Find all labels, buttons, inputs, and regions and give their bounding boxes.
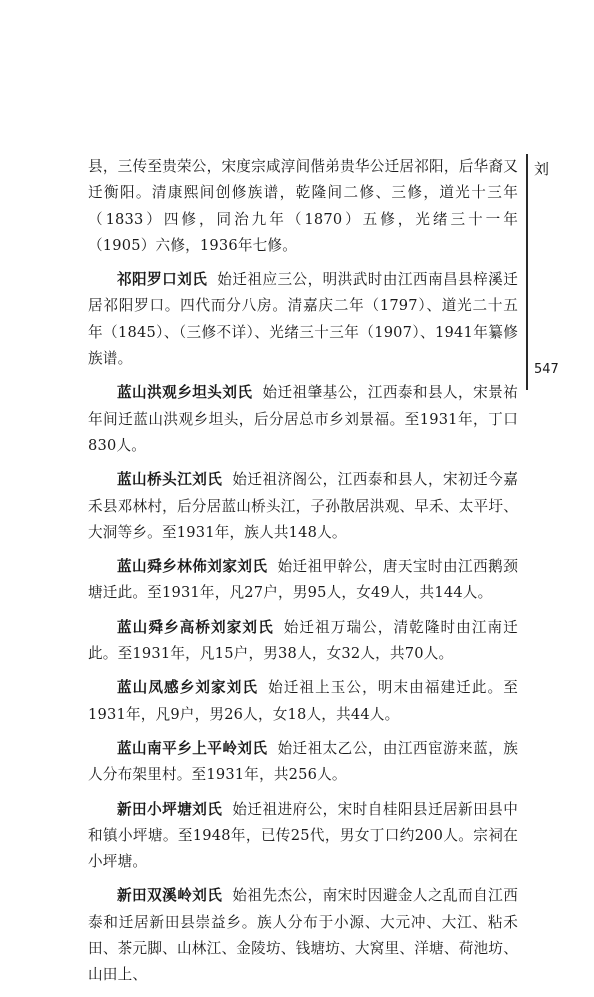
clan-name: 蓝山南平乡上平岭刘氏	[117, 739, 268, 757]
clan-name: 蓝山舜乡林佈刘家刘氏	[117, 558, 268, 576]
clan-name: 祁阳罗口刘氏	[117, 271, 208, 289]
paragraph-text: 始迁祖太乙公，由江西宦游来蓝，族人分布架里村。至1931年，共256人。	[88, 739, 518, 784]
clan-name: 新田小坪塘刘氏	[117, 800, 223, 818]
paragraph-text: 始迁祖进府公，宋时自桂阳县迁居新田县中和镇小坪塘。至1948年，已传25代，男女丁口约200人。宗祠在小坪塘。	[88, 800, 518, 871]
paragraph-text: 县，三传至贵荣公，宋度宗咸淳间偕弟贵华公迁居祁阳，后华裔又迁衡阳。清康熙间创修族谱，乾隆间二修、三修，道光十三年（1833）四修，同治九年（1870）五修，光绪三十一年（1905）六修，1936年七修。	[88, 158, 518, 254]
paragraph-text: 始迁祖甲幹公，唐天宝时由江西鹅颈塘迁此。至1931年，凡27户，男95人，女49人，共144人。	[88, 558, 518, 602]
body-text	[88, 154, 518, 997]
clan-name: 蓝山凤感乡刘家刘氏	[117, 679, 259, 697]
paragraph-text: 始祖先杰公，南宋时因避金人之乱而自江西泰和迁居新田县崇益乡。族人分布于小源、大元冲、大江、粘禾田、茶元脚、山林江、金陵坊、钱塘坊、大窝里、洋塘、荷池坊、山田上、	[88, 887, 518, 984]
clan-name: 蓝山洪观乡坦头刘氏	[117, 384, 253, 402]
margin-rule	[526, 154, 528, 390]
clan-name: 新田双溪岭刘氏	[117, 887, 223, 905]
paragraph	[88, 883, 518, 988]
paragraph	[88, 154, 518, 259]
paragraph-text: 始迁祖济阁公，江西泰和县人，宋初迁今嘉禾县邓林村，后分居蓝山桥头江，子孙散居洪观、早禾、太平圩、大洞等乡。至1931年，族人共148人。	[88, 471, 518, 541]
paragraph-text: 始迁祖上玉公，明末由福建迁此。至1931年，凡9户，男26人，女18人，共44人。	[88, 679, 518, 723]
paragraph	[88, 267, 518, 372]
paragraph-text: 始迁祖万瑞公，清乾隆时由江南迁此。至1931年，凡15户，男38人，女32人，共70人。	[88, 618, 518, 663]
clan-name: 蓝山舜乡高桥刘家刘氏	[117, 618, 274, 636]
paragraph	[88, 380, 518, 459]
page-number: 547	[534, 362, 559, 377]
paragraph	[88, 675, 518, 728]
paragraph	[88, 467, 518, 546]
clan-name: 蓝山桥头江刘氏	[117, 471, 223, 489]
paragraph	[88, 554, 518, 607]
paragraph	[88, 736, 518, 789]
paragraph	[88, 615, 518, 668]
running-header-surname: 刘	[534, 160, 550, 178]
paragraph-text: 始迁祖肇基公，江西泰和县人，宋景祐年间迁蓝山洪观乡坦头，后分居总市乡刘景福。至1931年，丁口830人。	[88, 384, 518, 454]
paragraph-text: 始迁祖应三公，明洪武时由江西南昌县梓溪迁居祁阳罗口。四代而分八房。清嘉庆二年（1797）、道光二十五年（1845）、（三修不详）、光绪三十三年（1907）、1941年纂修族谱。	[88, 271, 518, 368]
paragraph	[88, 797, 518, 876]
